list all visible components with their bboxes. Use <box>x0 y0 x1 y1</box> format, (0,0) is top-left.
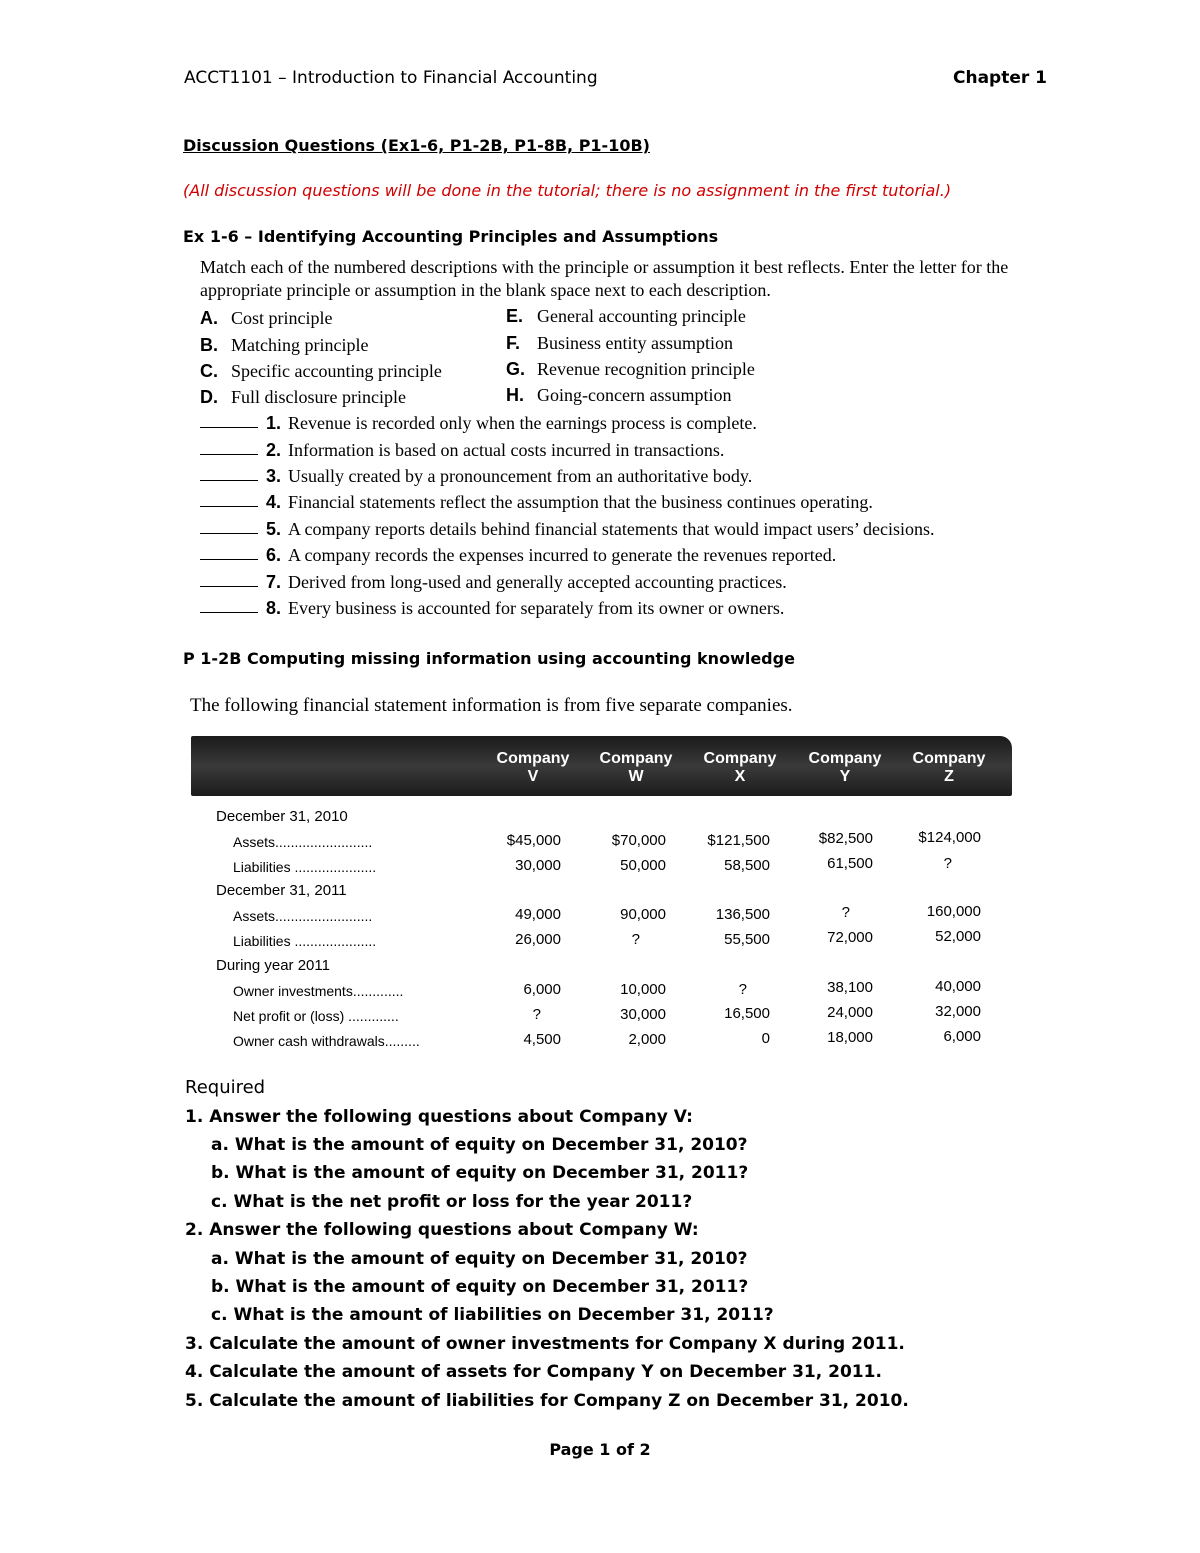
required-item: 1. Answer the following questions about Company V: <box>185 1107 693 1127</box>
description-item: 1. Revenue is recorded only when the earnings process is complete. <box>200 413 757 434</box>
table-cell: 26,000 <box>515 931 561 948</box>
required-item: b. What is the amount of equity on December 31, 2011? <box>211 1277 749 1297</box>
table-cell: $82,500 <box>818 830 873 847</box>
answer-blank[interactable] <box>200 559 258 560</box>
table-cell: 52,000 <box>935 928 981 945</box>
principle-item: C. Specific accounting principle <box>200 361 442 381</box>
table-cell: 30,000 <box>620 1006 666 1023</box>
table-cell: 0 <box>761 1030 770 1047</box>
answer-blank[interactable] <box>200 586 258 587</box>
table-cell: ? <box>631 931 640 948</box>
required-item: 4. Calculate the amount of assets for Company Y on December 31, 2011. <box>185 1362 882 1382</box>
table-row-label: Liabilities ..................... <box>233 859 377 875</box>
column-header: Company Y <box>808 750 882 785</box>
required-item: a. What is the amount of equity on December 31, 2010? <box>211 1135 748 1155</box>
description-item: 4. Financial statements reflect the assumption that the business continues operating. <box>200 492 873 513</box>
principle-item: F. Business entity assumption <box>506 333 734 353</box>
table-cell: 55,500 <box>724 931 770 948</box>
required-item: b. What is the amount of equity on December 31, 2011? <box>211 1163 749 1183</box>
description-item: 5. A company reports details behind financial statements that would impact users’ decisions. <box>200 519 935 540</box>
table-cell: 32,000 <box>935 1003 981 1020</box>
table-cell: ? <box>738 981 747 998</box>
table-cell: 90,000 <box>620 906 666 923</box>
page-number: Page 1 of 2 <box>549 1440 651 1459</box>
description-item: 3. Usually created by a pronouncement from an authoritative body. <box>200 466 752 487</box>
required-item: 2. Answer the following questions about Company W: <box>185 1220 699 1240</box>
table-cell: $124,000 <box>918 829 981 846</box>
answer-blank[interactable] <box>200 506 258 507</box>
required-item: c. What is the amount of liabilities on December 31, 2011? <box>211 1305 774 1325</box>
principle-item: H. Going-concern assumption <box>506 385 732 405</box>
table-cell: 4,500 <box>523 1031 561 1048</box>
required-item: c. What is the net profit or loss for the year 2011? <box>211 1192 693 1212</box>
description-item: 6. A company records the expenses incurred to generate the revenues reported. <box>200 545 836 566</box>
table-section-heading: During year 2011 <box>216 957 330 974</box>
problem-intro: The following financial statement information is from five separate companies. <box>190 695 793 716</box>
discussion-title: Discussion Questions (Ex1-6, P1-2B, P1-8B, P1-10B) <box>183 136 650 155</box>
table-cell: $121,500 <box>707 832 770 849</box>
table-cell: 160,000 <box>926 903 981 920</box>
required-item: 3. Calculate the amount of owner investments for Company X during 2011. <box>185 1334 905 1354</box>
table-cell: 40,000 <box>935 978 981 995</box>
table-row-label: Liabilities ..................... <box>233 933 377 949</box>
table-cell: 10,000 <box>620 981 666 998</box>
table-section-heading: December 31, 2010 <box>216 808 348 825</box>
table-cell: 6,000 <box>523 981 561 998</box>
table-row-label: Owner investments............. <box>233 983 404 999</box>
table-cell: 6,000 <box>943 1028 981 1045</box>
table-row-label: Net profit or (loss) ............. <box>233 1008 399 1024</box>
table-cell: $45,000 <box>506 832 561 849</box>
required-title: Required <box>185 1077 266 1098</box>
table-cell: 72,000 <box>827 929 873 946</box>
table-cell: 24,000 <box>827 1004 873 1021</box>
discussion-note: (All discussion questions will be done in the tutorial; there is no assignment in the first tutorial.) <box>183 181 952 200</box>
answer-blank[interactable] <box>200 612 258 613</box>
table-cell: 61,500 <box>827 855 873 872</box>
table-row-label: Assets......................... <box>233 834 373 850</box>
table-cell: 58,500 <box>724 857 770 874</box>
principle-item: A. Cost principle <box>200 308 333 328</box>
exercise-intro: Match each of the numbered descriptions with the principle or assumption it best reflects. Enter the letter for the appropriate principle or assumption in the blank space next to each description. <box>200 257 1009 300</box>
answer-blank[interactable] <box>200 454 258 455</box>
table-cell: ? <box>532 1006 541 1023</box>
principle-item: G. Revenue recognition principle <box>506 359 755 379</box>
column-header: Company X <box>703 750 777 785</box>
table-cell: 49,000 <box>515 906 561 923</box>
column-header: Company Z <box>912 750 986 785</box>
table-cell: 2,000 <box>628 1031 666 1048</box>
description-item: 2. Information is based on actual costs incurred in transactions. <box>200 440 724 461</box>
description-item: 8. Every business is accounted for separately from its owner or owners. <box>200 598 784 619</box>
table-cell: 18,000 <box>827 1029 873 1046</box>
required-item: a. What is the amount of equity on December 31, 2010? <box>211 1249 748 1269</box>
table-cell: 50,000 <box>620 857 666 874</box>
problem-title: P 1-2B Computing missing information using accounting knowledge <box>183 649 795 668</box>
table-section-heading: December 31, 2011 <box>216 882 347 899</box>
answer-blank[interactable] <box>200 427 258 428</box>
table-cell: $70,000 <box>611 832 666 849</box>
table-cell: 30,000 <box>515 857 561 874</box>
answer-blank[interactable] <box>200 533 258 534</box>
description-item: 7. Derived from long-used and generally accepted accounting practices. <box>200 572 787 593</box>
principle-item: B. Matching principle <box>200 335 369 355</box>
table-cell: 136,500 <box>715 906 770 923</box>
table-cell: ? <box>841 904 850 921</box>
table-row-label: Assets......................... <box>233 908 373 924</box>
table-row-label: Owner cash withdrawals......... <box>233 1033 420 1049</box>
column-header: Company W <box>599 750 673 785</box>
required-item: 5. Calculate the amount of liabilities for Company Z on December 31, 2010. <box>185 1391 909 1411</box>
course-title: ACCT1101 – Introduction to Financial Accounting <box>184 68 598 88</box>
chapter-label: Chapter 1 <box>952 68 1047 88</box>
column-header: Company V <box>496 750 570 785</box>
answer-blank[interactable] <box>200 480 258 481</box>
table-cell: 16,500 <box>724 1005 770 1022</box>
principle-item: E. General accounting principle <box>506 306 746 326</box>
table-cell: ? <box>943 855 952 872</box>
exercise-title: Ex 1-6 – Identifying Accounting Principles and Assumptions <box>183 227 719 246</box>
table-cell: 38,100 <box>827 979 873 996</box>
principle-item: D. Full disclosure principle <box>200 387 406 407</box>
